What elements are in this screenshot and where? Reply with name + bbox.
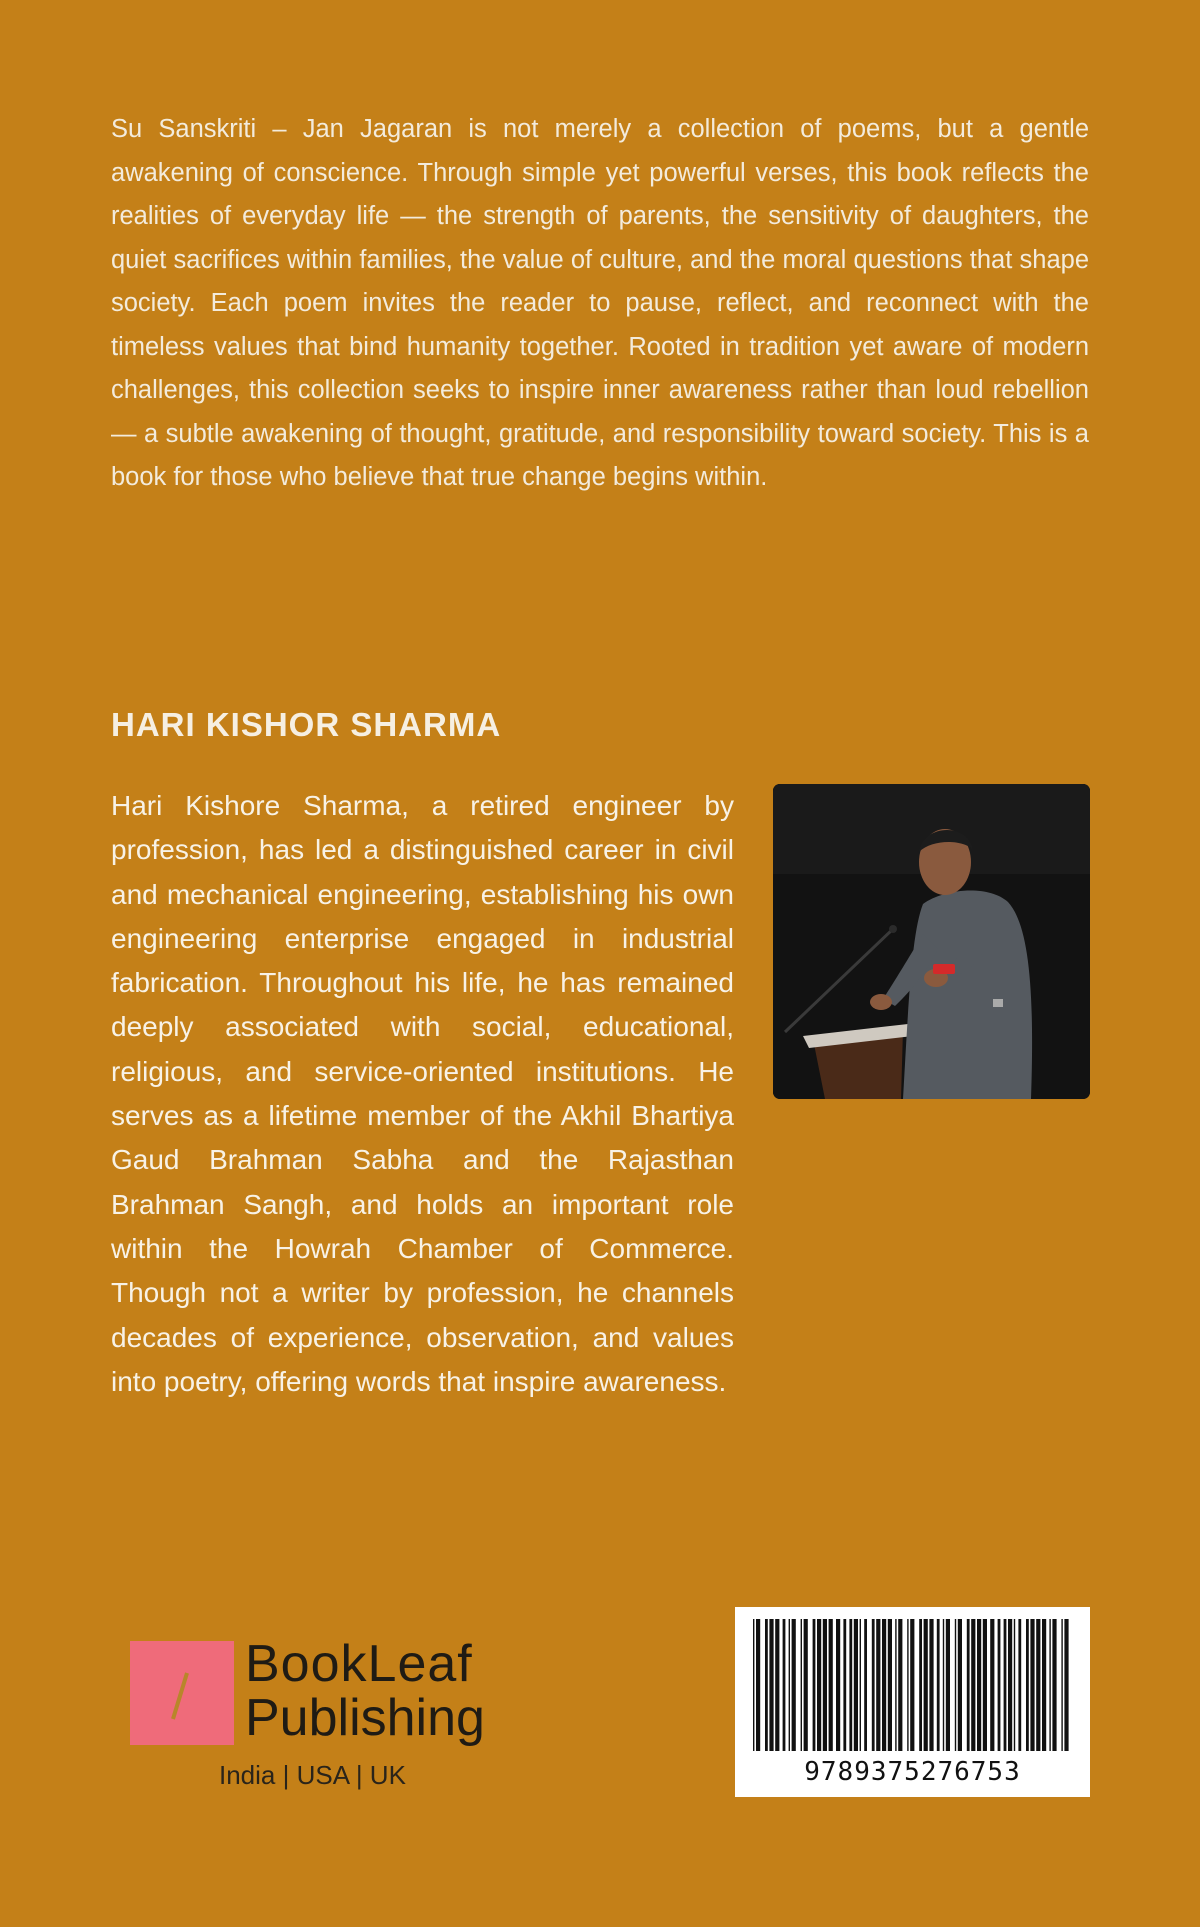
book-blurb: Su Sanskriti – Jan Jagaran is not merely a collection of poems, but a gentle awakening of conscience. Through simple yet powerful verses, this book reflects the realities of everyday life — the strength of parents, the sensitivity of daughters, the quiet sacrifices within families, the value of culture, and the moral questions that shape society. Each poem invites the reader to pause, reflect, and reconnect with the timeless values that bind humanity together. Rooted in tradition yet aware of modern challenges, this collection seeks to inspire inner awareness rather than loud rebellion — a subtle awakening of thought, gratitude, and responsibility toward society. This is a book for those who believe that true change begins within. [111,115,1089,491]
slash-mark-icon [130,1641,234,1745]
author-name-heading: HARI KISHOR SHARMA [111,706,502,743]
isbn-barcode [735,1607,1090,1797]
barcode-bars-icon [747,1619,1078,1751]
publisher-name-line2: Publishing [245,1689,485,1747]
author-photo [773,784,1090,1099]
isbn-number: 9789375276753 [804,1757,1021,1787]
author-bio: Hari Kishore Sharma, a retired engineer by profession, has led a distinguished career in civil and mechanical engineering, establishing his own engineering enterprise engaged in industrial fabrication. Throughout his life, he has remained deeply associated with social, educational, religious, and service-oriented institutions. He serves as a lifetime member of the Akhil Bhartiya Gaud Brahman Sabha and the Rajasthan Brahman Sangh, and holds an important role within the Howrah Chamber of Commerce. Though not a writer by profession, he channels decades of experience, observation, and values into poetry, offering words that inspire awareness. [111,790,734,1397]
publisher-regions: India | USA | UK [219,1760,406,1790]
publisher-logo [130,1636,530,1796]
publisher-name-line1: BookLeaf [245,1635,473,1693]
